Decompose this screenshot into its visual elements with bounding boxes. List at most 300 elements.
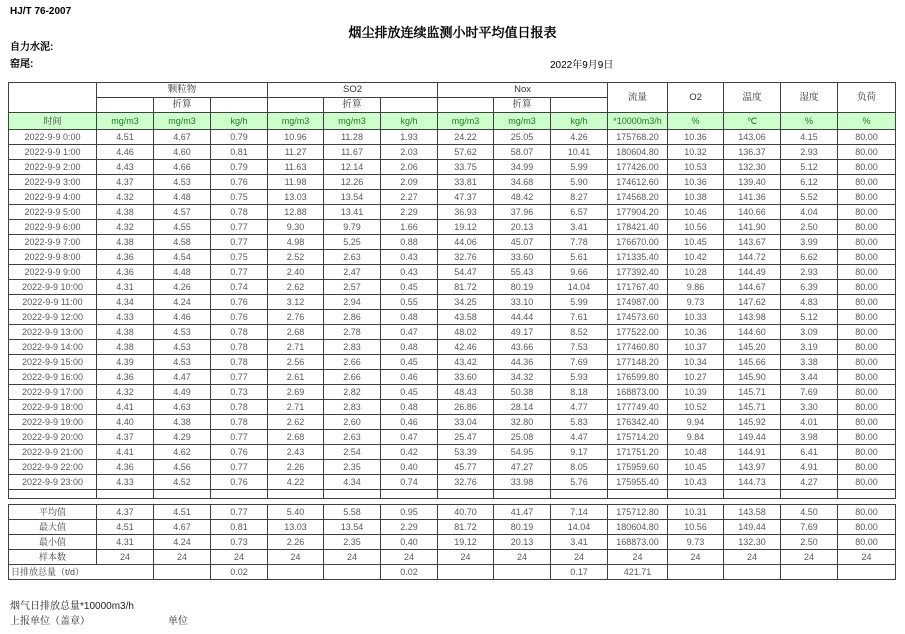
value-cell: 53.39	[438, 445, 494, 460]
value-cell	[324, 565, 381, 580]
value-cell: 0.77	[211, 265, 268, 280]
value-cell: 11.98	[268, 175, 324, 190]
value-cell: 80.00	[838, 475, 896, 490]
sub-blank	[97, 98, 154, 113]
summary-table	[8, 504, 896, 580]
value-cell: 7.69	[781, 385, 838, 400]
value-cell: 144.73	[724, 475, 781, 490]
value-cell: 80.00	[838, 220, 896, 235]
table-row	[9, 325, 896, 340]
value-cell: 4.38	[97, 235, 154, 250]
value-cell: 4.48	[154, 190, 211, 205]
value-cell: 80.00	[838, 205, 896, 220]
value-cell: 80.00	[838, 505, 896, 520]
value-cell: 4.31	[97, 535, 154, 550]
value-cell: 4.67	[154, 520, 211, 535]
value-cell: 10.56	[668, 520, 724, 535]
time-cell: 2022-9-9 14:00	[9, 340, 97, 355]
value-cell: 80.00	[838, 460, 896, 475]
spacer-cell	[494, 490, 551, 499]
value-cell: 4.51	[154, 505, 211, 520]
value-cell: 178421.40	[608, 220, 668, 235]
value-cell: 2.69	[268, 385, 324, 400]
value-cell: 80.00	[838, 325, 896, 340]
value-cell: 0.77	[211, 505, 268, 520]
value-cell: 3.09	[781, 325, 838, 340]
value-cell: 180604.80	[608, 145, 668, 160]
unit-cell: kg/h	[381, 113, 438, 130]
value-cell: 144.91	[724, 445, 781, 460]
value-cell: 4.38	[154, 415, 211, 430]
value-cell: 24	[668, 550, 724, 565]
value-cell: 9.66	[551, 265, 608, 280]
unit-cell: %	[781, 113, 838, 130]
value-cell	[668, 565, 724, 580]
table-row	[9, 250, 896, 265]
page-title: 烟尘排放连续监测小时平均值日报表	[348, 25, 557, 40]
time-cell: 2022-9-9 8:00	[9, 250, 97, 265]
table-row	[9, 175, 896, 190]
value-cell: 11.27	[268, 145, 324, 160]
value-cell: 10.37	[668, 340, 724, 355]
value-cell: 0.45	[381, 280, 438, 295]
value-cell: 0.46	[381, 370, 438, 385]
value-cell: 2.56	[268, 355, 324, 370]
value-cell: 10.28	[668, 265, 724, 280]
value-cell: 34.99	[494, 160, 551, 175]
value-cell: 177522.00	[608, 325, 668, 340]
value-cell: 3.38	[781, 355, 838, 370]
value-cell: 10.32	[668, 145, 724, 160]
value-cell: 0.95	[381, 505, 438, 520]
value-cell: 33.81	[438, 175, 494, 190]
table-row	[9, 145, 896, 160]
table-row	[9, 355, 896, 370]
table-row	[9, 160, 896, 175]
value-cell: 54.95	[494, 445, 551, 460]
time-cell: 2022-9-9 20:00	[9, 430, 97, 445]
value-cell: 143.97	[724, 460, 781, 475]
value-cell: 2.93	[781, 265, 838, 280]
value-cell: 4.01	[781, 415, 838, 430]
value-cell: 80.19	[494, 520, 551, 535]
value-cell: 37.96	[494, 205, 551, 220]
spacer-cell	[211, 490, 268, 499]
daily-total-label: 日排放总量（t/d）	[9, 565, 154, 580]
value-cell: 13.54	[324, 190, 381, 205]
value-cell: 3.19	[781, 340, 838, 355]
value-cell: 4.66	[154, 160, 211, 175]
value-cell: 5.52	[781, 190, 838, 205]
value-cell: 12.14	[324, 160, 381, 175]
value-cell: 11.28	[324, 130, 381, 145]
value-cell: 145.71	[724, 400, 781, 415]
value-cell: 26.86	[438, 400, 494, 415]
value-cell: 10.36	[668, 175, 724, 190]
value-cell: 24	[781, 550, 838, 565]
value-cell: 10.39	[668, 385, 724, 400]
value-cell: 81.72	[438, 280, 494, 295]
value-cell: 13.03	[268, 190, 324, 205]
value-cell: 6.41	[781, 445, 838, 460]
value-cell: 47.27	[494, 460, 551, 475]
value-cell: 80.00	[838, 430, 896, 445]
value-cell: 44.44	[494, 310, 551, 325]
unit-cell: mg/m3	[494, 113, 551, 130]
value-cell: 0.43	[381, 265, 438, 280]
value-cell: 2.43	[268, 445, 324, 460]
table-row	[9, 190, 896, 205]
value-cell: 7.14	[551, 505, 608, 520]
summary-row	[9, 550, 896, 565]
value-cell: 0.77	[211, 430, 268, 445]
value-cell: 2.82	[324, 385, 381, 400]
value-cell: 4.36	[97, 250, 154, 265]
value-cell: 4.67	[154, 130, 211, 145]
value-cell: 80.00	[838, 295, 896, 310]
value-cell: 2.71	[268, 340, 324, 355]
value-cell: 0.78	[211, 325, 268, 340]
value-cell: 2.29	[381, 205, 438, 220]
value-cell: 3.99	[781, 235, 838, 250]
value-cell: 2.61	[268, 370, 324, 385]
spacer-cell	[9, 490, 97, 499]
value-cell: 2.63	[324, 250, 381, 265]
value-cell: 25.05	[494, 130, 551, 145]
value-cell: 168873.00	[608, 385, 668, 400]
value-cell: 0.77	[211, 460, 268, 475]
value-cell: 80.00	[838, 130, 896, 145]
value-cell: 2.62	[268, 280, 324, 295]
value-cell: 175768.20	[608, 130, 668, 145]
value-cell: 4.47	[154, 370, 211, 385]
value-cell: 12.26	[324, 175, 381, 190]
value-cell: 132.30	[724, 160, 781, 175]
value-cell: 34.32	[494, 370, 551, 385]
value-cell: 12.88	[268, 205, 324, 220]
value-cell: 0.81	[211, 520, 268, 535]
value-cell: 0.78	[211, 205, 268, 220]
value-cell: 10.56	[668, 220, 724, 235]
value-cell: 24	[494, 550, 551, 565]
unit-cell: mg/m3	[268, 113, 324, 130]
value-cell: 2.54	[324, 445, 381, 460]
value-cell: 143.06	[724, 130, 781, 145]
value-cell: 144.72	[724, 250, 781, 265]
col-humidity: 湿度	[781, 83, 838, 113]
value-cell: 4.24	[154, 295, 211, 310]
sub-blank	[268, 98, 324, 113]
time-cell: 2022-9-9 18:00	[9, 400, 97, 415]
value-cell: 32.76	[438, 250, 494, 265]
unit-cell: mg/m3	[438, 113, 494, 130]
value-cell: 421.71	[608, 565, 668, 580]
value-cell: 145.66	[724, 355, 781, 370]
value-cell: 176670.00	[608, 235, 668, 250]
time-cell: 2022-9-9 1:00	[9, 145, 97, 160]
value-cell: 19.12	[438, 220, 494, 235]
value-cell: 8.05	[551, 460, 608, 475]
value-cell: 177904.20	[608, 205, 668, 220]
value-cell: 0.76	[211, 310, 268, 325]
value-cell: 6.57	[551, 205, 608, 220]
value-cell: 0.76	[211, 475, 268, 490]
value-cell: 24	[381, 550, 438, 565]
time-cell: 2022-9-9 21:00	[9, 445, 97, 460]
value-cell: 32.76	[438, 475, 494, 490]
value-cell	[838, 565, 896, 580]
value-cell: 4.26	[551, 130, 608, 145]
unit-cell: ℃	[724, 113, 781, 130]
value-cell: 9.84	[668, 430, 724, 445]
value-cell: 24	[438, 550, 494, 565]
value-cell: 13.54	[324, 520, 381, 535]
value-cell: 10.36	[668, 325, 724, 340]
value-cell: 80.00	[838, 235, 896, 250]
value-cell: 80.00	[838, 160, 896, 175]
value-cell: 180604.80	[608, 520, 668, 535]
value-cell: 6.12	[781, 175, 838, 190]
value-cell: 0.74	[211, 280, 268, 295]
value-cell: 174573.60	[608, 310, 668, 325]
value-cell: 4.34	[324, 475, 381, 490]
value-cell: 10.41	[551, 145, 608, 160]
value-cell: 33.60	[494, 250, 551, 265]
value-cell: 174568.20	[608, 190, 668, 205]
value-cell: 4.27	[781, 475, 838, 490]
value-cell: 5.93	[551, 370, 608, 385]
value-cell: 80.00	[838, 385, 896, 400]
value-cell: 24	[608, 550, 668, 565]
value-cell: 0.02	[381, 565, 438, 580]
value-cell: 2.26	[268, 460, 324, 475]
value-cell: 54.47	[438, 265, 494, 280]
spacer-cell	[724, 490, 781, 499]
value-cell: 143.98	[724, 310, 781, 325]
value-cell: 144.49	[724, 265, 781, 280]
value-cell: 8.52	[551, 325, 608, 340]
value-cell: 33.75	[438, 160, 494, 175]
value-cell: 4.33	[97, 475, 154, 490]
value-cell: 24	[97, 550, 154, 565]
value-cell: 34.68	[494, 175, 551, 190]
table-row	[9, 295, 896, 310]
value-cell: 14.04	[551, 520, 608, 535]
station-label: 窑尾:	[10, 59, 34, 70]
value-cell: 4.49	[154, 385, 211, 400]
table-row	[9, 340, 896, 355]
value-cell: 4.37	[97, 175, 154, 190]
value-cell: 4.37	[97, 430, 154, 445]
value-cell: 0.17	[551, 565, 608, 580]
summary-row	[9, 505, 896, 520]
value-cell: 9.73	[668, 295, 724, 310]
value-cell: 5.61	[551, 250, 608, 265]
value-cell: 175714.20	[608, 430, 668, 445]
value-cell: 4.29	[154, 430, 211, 445]
value-cell: 34.25	[438, 295, 494, 310]
summary-rows	[9, 505, 896, 580]
value-cell: 2.35	[324, 535, 381, 550]
value-cell: 7.78	[551, 235, 608, 250]
value-cell: 4.15	[781, 130, 838, 145]
value-cell: 3.44	[781, 370, 838, 385]
value-cell: 4.32	[97, 190, 154, 205]
summary-label: 样本数	[9, 550, 97, 565]
value-cell: 0.78	[211, 400, 268, 415]
value-cell: 3.30	[781, 400, 838, 415]
value-cell: 4.38	[97, 340, 154, 355]
col-temp: 温度	[724, 83, 781, 113]
time-cell: 2022-9-9 19:00	[9, 415, 97, 430]
value-cell: 33.98	[494, 475, 551, 490]
value-cell: 176342.40	[608, 415, 668, 430]
value-cell: 3.41	[551, 220, 608, 235]
value-cell: 10.31	[668, 505, 724, 520]
value-cell: 0.02	[211, 565, 268, 580]
sub-conv-nox: 折算	[494, 98, 551, 113]
value-cell: 49.17	[494, 325, 551, 340]
value-cell: 24	[211, 550, 268, 565]
value-cell: 36.93	[438, 205, 494, 220]
value-cell: 4.91	[781, 460, 838, 475]
value-cell: 4.53	[154, 325, 211, 340]
value-cell: 6.39	[781, 280, 838, 295]
value-cell: 4.36	[97, 370, 154, 385]
value-cell: 2.29	[381, 520, 438, 535]
time-header: 时间	[9, 113, 97, 130]
value-cell: 0.75	[211, 190, 268, 205]
table-row	[9, 445, 896, 460]
value-cell: 4.46	[154, 310, 211, 325]
value-cell: 0.78	[211, 355, 268, 370]
value-cell: 4.46	[97, 145, 154, 160]
value-cell: 0.77	[211, 235, 268, 250]
col-load: 负荷	[838, 83, 896, 113]
value-cell: 0.77	[211, 370, 268, 385]
value-cell: 4.36	[97, 265, 154, 280]
value-cell: 2.40	[268, 265, 324, 280]
value-cell: 4.77	[551, 400, 608, 415]
value-cell: 0.76	[211, 175, 268, 190]
value-cell: 80.00	[838, 310, 896, 325]
summary-row	[9, 535, 896, 550]
value-cell: 5.40	[268, 505, 324, 520]
value-cell: 144.67	[724, 280, 781, 295]
footer-total-note: 烟气日排放总量*10000m3/h	[10, 601, 134, 612]
value-cell: 5.76	[551, 475, 608, 490]
value-cell: 0.47	[381, 325, 438, 340]
sub-blank	[211, 98, 268, 113]
value-cell: 33.10	[494, 295, 551, 310]
value-cell: 4.54	[154, 250, 211, 265]
value-cell: 4.22	[268, 475, 324, 490]
value-cell: 4.51	[97, 520, 154, 535]
summary-row	[9, 520, 896, 535]
value-cell: 80.00	[838, 145, 896, 160]
spacer-cell	[324, 490, 381, 499]
value-cell: 4.40	[97, 415, 154, 430]
value-cell: 43.42	[438, 355, 494, 370]
value-cell: 9.17	[551, 445, 608, 460]
sub-blank	[551, 98, 608, 113]
value-cell: 80.00	[838, 190, 896, 205]
value-cell: 4.32	[97, 220, 154, 235]
table-row	[9, 130, 896, 145]
value-cell: 0.48	[381, 310, 438, 325]
daily-total-row	[9, 565, 896, 580]
value-cell: 11.63	[268, 160, 324, 175]
value-cell: 2.57	[324, 280, 381, 295]
summary-label: 最大值	[9, 520, 97, 535]
value-cell: 2.27	[381, 190, 438, 205]
time-cell: 2022-9-9 6:00	[9, 220, 97, 235]
value-cell: 4.37	[97, 505, 154, 520]
value-cell: 4.43	[97, 160, 154, 175]
value-cell: 4.57	[154, 205, 211, 220]
value-cell: 0.79	[211, 130, 268, 145]
unit-cell: %	[668, 113, 724, 130]
value-cell: 2.09	[381, 175, 438, 190]
spacer-cell	[381, 490, 438, 499]
unit-cell: %	[838, 113, 896, 130]
value-cell: 5.25	[324, 235, 381, 250]
value-cell: 2.86	[324, 310, 381, 325]
value-cell: 4.33	[97, 310, 154, 325]
value-cell: 5.90	[551, 175, 608, 190]
value-cell: 4.55	[154, 220, 211, 235]
value-cell: 9.79	[324, 220, 381, 235]
value-cell: 33.60	[438, 370, 494, 385]
value-cell: 4.34	[97, 295, 154, 310]
value-cell	[154, 565, 211, 580]
value-cell: 174987.00	[608, 295, 668, 310]
value-cell: 10.34	[668, 355, 724, 370]
value-cell: 174612.60	[608, 175, 668, 190]
value-cell: 5.99	[551, 160, 608, 175]
value-cell: 9.94	[668, 415, 724, 430]
time-cell: 2022-9-9 5:00	[9, 205, 97, 220]
value-cell: 43.66	[494, 340, 551, 355]
value-cell: 48.42	[494, 190, 551, 205]
value-cell: 33.04	[438, 415, 494, 430]
value-cell: 2.63	[324, 430, 381, 445]
value-cell: 80.00	[838, 535, 896, 550]
value-cell: 175955.40	[608, 475, 668, 490]
value-cell: 141.36	[724, 190, 781, 205]
value-cell: 80.00	[838, 355, 896, 370]
value-cell: 2.50	[781, 220, 838, 235]
value-cell: 80.00	[838, 175, 896, 190]
time-cell: 2022-9-9 3:00	[9, 175, 97, 190]
value-cell: 42.46	[438, 340, 494, 355]
value-cell: 80.00	[838, 340, 896, 355]
value-cell: 2.60	[324, 415, 381, 430]
time-cell: 2022-9-9 16:00	[9, 370, 97, 385]
table-row	[9, 205, 896, 220]
table-row	[9, 265, 896, 280]
value-cell: 2.47	[324, 265, 381, 280]
value-cell: 25.08	[494, 430, 551, 445]
value-cell: 55.43	[494, 265, 551, 280]
value-cell: 0.76	[211, 445, 268, 460]
value-cell: 5.99	[551, 295, 608, 310]
sub-conv-so2: 折算	[324, 98, 381, 113]
unit-cell: mg/m3	[154, 113, 211, 130]
value-cell: 10.48	[668, 445, 724, 460]
value-cell: 5.83	[551, 415, 608, 430]
value-cell	[494, 565, 551, 580]
